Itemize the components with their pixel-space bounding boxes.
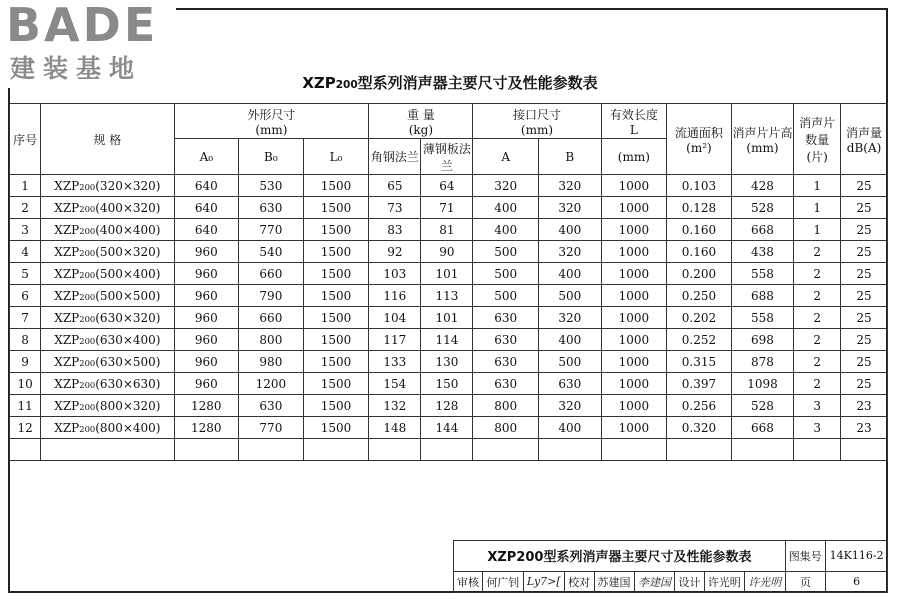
cell-spec <box>41 285 174 307</box>
header-plate-height-unit: (mm) <box>746 140 779 155</box>
title-model-sub: 200 <box>335 79 358 91</box>
title-block <box>453 540 888 593</box>
header-flow-area <box>667 104 732 175</box>
cell-a: 630 <box>473 307 539 329</box>
cell-w-thin: 150 <box>421 373 473 395</box>
cell-spec <box>41 395 174 417</box>
cell-b: 320 <box>539 175 602 197</box>
cell-spec <box>41 241 174 263</box>
cell-a: 320 <box>473 175 539 197</box>
cell-height: 878 <box>731 351 793 373</box>
cell-l0: 1500 <box>303 241 369 263</box>
cell-b0: 790 <box>239 285 304 307</box>
page-label: 页 <box>785 571 825 592</box>
spec-model: XZP <box>54 376 80 391</box>
header-eff-length <box>601 104 667 139</box>
cell-l0: 1500 <box>303 351 369 373</box>
cell-b0: 770 <box>239 417 304 439</box>
cell-a0: 960 <box>174 307 239 329</box>
cell-b0: 630 <box>239 197 304 219</box>
cell-w-angle: 117 <box>369 329 421 351</box>
cell-count: 2 <box>794 329 841 351</box>
cell-count: 2 <box>794 263 841 285</box>
cell-db: 23 <box>841 395 888 417</box>
cell-area: 0.200 <box>667 263 732 285</box>
cell-area: 0.256 <box>667 395 732 417</box>
cell-a0: 960 <box>174 285 239 307</box>
spec-size: (630×630) <box>95 376 161 391</box>
cell-b: 400 <box>539 417 602 439</box>
cell-height: 528 <box>731 197 793 219</box>
spec-size: (800×320) <box>95 398 161 413</box>
header-l0: L₀ <box>303 139 369 175</box>
cell-seq: 8 <box>10 329 41 351</box>
spec-model-sub: 200 <box>79 423 96 434</box>
cell-w-angle: 154 <box>369 373 421 395</box>
cell-height: 1098 <box>731 373 793 395</box>
spec-model: XZP <box>54 398 80 413</box>
cell-l0: 1500 <box>303 219 369 241</box>
header-outer-size-label: 外形尺寸 <box>247 107 296 122</box>
design-label: 设计 <box>675 571 704 592</box>
cell-spec <box>41 175 174 197</box>
cell-count: 1 <box>794 219 841 241</box>
cell-a0: 960 <box>174 241 239 263</box>
cell-w-angle: 148 <box>369 417 421 439</box>
title-block-title: XZP200型系列消声器主要尺寸及性能参数表 <box>454 541 786 572</box>
cell-l: 1000 <box>601 307 667 329</box>
header-seq: 序号 <box>10 104 41 175</box>
cell-w-angle: 73 <box>369 197 421 219</box>
header-noise-reduction-unit: dB(A) <box>846 140 882 155</box>
spec-model: XZP <box>54 310 80 325</box>
cell-seq: 11 <box>10 395 41 417</box>
cell-height: 438 <box>731 241 793 263</box>
table-row <box>10 373 888 395</box>
cell-w-angle: 133 <box>369 351 421 373</box>
checker-signature: 李建国 <box>634 571 674 592</box>
logo-brand: BADE <box>6 0 159 52</box>
atlas-label: 图集号 <box>785 541 825 572</box>
header-port-size-unit: (mm) <box>520 122 554 137</box>
cell-a: 400 <box>473 197 539 219</box>
header-plate-count-label: 消声片数量 <box>799 115 836 147</box>
cell-a: 630 <box>473 329 539 351</box>
cell-count: 2 <box>794 373 841 395</box>
cell-l: 1000 <box>601 175 667 197</box>
cell-w-thin: 101 <box>421 263 473 285</box>
table-row <box>10 307 888 329</box>
cell-spec <box>41 351 174 373</box>
header-noise-reduction-label: 消声量 <box>846 125 883 140</box>
cell-w-angle: 132 <box>369 395 421 417</box>
cell-seq: 6 <box>10 285 41 307</box>
cell-spec <box>41 307 174 329</box>
cell-l: 1000 <box>601 395 667 417</box>
cell-spec <box>41 197 174 219</box>
cell-w-thin: 81 <box>421 219 473 241</box>
spec-size: (500×500) <box>95 288 161 303</box>
cell-a: 800 <box>473 417 539 439</box>
cell-seq: 3 <box>10 219 41 241</box>
header-b: B <box>539 139 602 175</box>
cell-db: 25 <box>841 263 888 285</box>
table-row <box>10 329 888 351</box>
cell-a: 630 <box>473 373 539 395</box>
cell-area: 0.160 <box>667 241 732 263</box>
cell-spec <box>41 373 174 395</box>
cell-w-thin: 113 <box>421 285 473 307</box>
cell-w-thin: 114 <box>421 329 473 351</box>
header-port-size <box>473 104 601 139</box>
spec-model-sub: 200 <box>79 401 96 412</box>
cell-a0: 960 <box>174 329 239 351</box>
header-eff-length-unit: (mm) <box>601 139 667 175</box>
header-eff-length-label: 有效长度 <box>609 107 658 122</box>
cell-db: 25 <box>841 175 888 197</box>
cell-w-thin: 71 <box>421 197 473 219</box>
cell-a: 400 <box>473 219 539 241</box>
cell-a: 500 <box>473 241 539 263</box>
spec-model-sub: 200 <box>79 379 96 390</box>
cell-a0: 640 <box>174 219 239 241</box>
header-angle-flange: 角钢法兰 <box>369 139 421 175</box>
header-plate-height-label: 消声片片高 <box>732 125 793 140</box>
cell-w-angle: 104 <box>369 307 421 329</box>
cell-count: 2 <box>794 351 841 373</box>
cell-count: 1 <box>794 197 841 219</box>
cell-spec <box>41 219 174 241</box>
cell-area: 0.252 <box>667 329 732 351</box>
cell-w-angle: 83 <box>369 219 421 241</box>
header-b0: B₀ <box>239 139 304 175</box>
cell-l0: 1500 <box>303 175 369 197</box>
table-row <box>10 263 888 285</box>
table-row <box>10 351 888 373</box>
spec-model: XZP <box>54 332 80 347</box>
cell-a: 500 <box>473 263 539 285</box>
cell-area: 0.128 <box>667 197 732 219</box>
table-row <box>10 241 888 263</box>
cell-spec <box>41 417 174 439</box>
cell-height: 668 <box>731 417 793 439</box>
cell-b: 500 <box>539 351 602 373</box>
cell-area: 0.160 <box>667 219 732 241</box>
cell-a0: 1280 <box>174 417 239 439</box>
cell-spec <box>41 329 174 351</box>
spec-model-sub: 200 <box>79 181 96 192</box>
cell-l0: 1500 <box>303 417 369 439</box>
spec-model: XZP <box>54 200 80 215</box>
header-plate-count-unit: (片) <box>806 149 828 164</box>
header-eff-length-symbol: L <box>629 122 638 137</box>
table-row <box>10 417 888 439</box>
checker-name: 苏建国 <box>594 571 634 592</box>
cell-b0: 660 <box>239 307 304 329</box>
cell-db: 23 <box>841 417 888 439</box>
designer-name: 许光明 <box>704 571 744 592</box>
cell-b0: 630 <box>239 395 304 417</box>
spec-model: XZP <box>54 288 80 303</box>
cell-seq: 10 <box>10 373 41 395</box>
header-thin-flange: 薄钢板法兰 <box>421 139 473 175</box>
cell-seq: 9 <box>10 351 41 373</box>
spec-size: (500×400) <box>95 266 161 281</box>
cell-l0: 1500 <box>303 373 369 395</box>
table-title <box>0 72 900 93</box>
header-flow-area-label: 流通面积 <box>674 125 723 140</box>
spec-table-filler <box>10 439 888 461</box>
cell-a: 800 <box>473 395 539 417</box>
cell-b: 320 <box>539 197 602 219</box>
cell-l0: 1500 <box>303 395 369 417</box>
cell-db: 25 <box>841 197 888 219</box>
header-weight-label: 重 量 <box>406 107 435 122</box>
table-row <box>10 219 888 241</box>
cell-seq: 12 <box>10 417 41 439</box>
header-weight-unit: (kg) <box>408 122 434 137</box>
spec-size: (630×320) <box>95 310 161 325</box>
spec-size: (400×320) <box>95 200 161 215</box>
spec-model-sub: 200 <box>79 291 96 302</box>
cell-l: 1000 <box>601 241 667 263</box>
cell-height: 558 <box>731 307 793 329</box>
cell-b: 320 <box>539 395 602 417</box>
header-noise-reduction <box>841 104 888 175</box>
cell-b0: 770 <box>239 219 304 241</box>
spec-model: XZP <box>54 420 80 435</box>
cell-w-angle: 103 <box>369 263 421 285</box>
cell-count: 2 <box>794 285 841 307</box>
cell-w-thin: 144 <box>421 417 473 439</box>
table-row <box>10 395 888 417</box>
spec-size: (800×400) <box>95 420 161 435</box>
header-flow-area-unit: (m²) <box>686 140 712 155</box>
cell-w-angle: 65 <box>369 175 421 197</box>
spec-model: XZP <box>54 244 80 259</box>
cell-b: 320 <box>539 307 602 329</box>
cell-l: 1000 <box>601 351 667 373</box>
cell-w-thin: 90 <box>421 241 473 263</box>
atlas-number: 14K116-2 <box>826 541 888 572</box>
spec-model: XZP <box>54 266 80 281</box>
cell-height: 688 <box>731 285 793 307</box>
cell-seq: 4 <box>10 241 41 263</box>
cell-count: 2 <box>794 307 841 329</box>
cell-area: 0.202 <box>667 307 732 329</box>
cell-w-thin: 128 <box>421 395 473 417</box>
cell-w-thin: 101 <box>421 307 473 329</box>
header-a: A <box>473 139 539 175</box>
cell-b: 500 <box>539 285 602 307</box>
logo-subtitle: 建装基地 <box>10 54 143 83</box>
spec-table <box>9 103 888 461</box>
header-port-size-label: 接口尺寸 <box>512 107 561 122</box>
spec-model-sub: 200 <box>79 203 96 214</box>
cell-count: 2 <box>794 241 841 263</box>
spec-size: (630×400) <box>95 332 161 347</box>
cell-spec <box>41 263 174 285</box>
cell-db: 25 <box>841 307 888 329</box>
cell-b: 400 <box>539 263 602 285</box>
cell-seq: 2 <box>10 197 41 219</box>
cell-db: 25 <box>841 351 888 373</box>
cell-b0: 800 <box>239 329 304 351</box>
header-plate-height <box>731 104 793 175</box>
cell-height: 428 <box>731 175 793 197</box>
spec-model: XZP <box>54 222 80 237</box>
cell-b0: 1200 <box>239 373 304 395</box>
cell-b: 630 <box>539 373 602 395</box>
cell-b: 400 <box>539 329 602 351</box>
cell-area: 0.103 <box>667 175 732 197</box>
cell-w-angle: 92 <box>369 241 421 263</box>
spec-size: (400×400) <box>95 222 161 237</box>
header-a0: A₀ <box>174 139 239 175</box>
title-model: XZP <box>302 74 336 92</box>
empty-row <box>10 439 888 461</box>
page-number: 6 <box>826 571 888 592</box>
spec-model-sub: 200 <box>79 269 96 280</box>
cell-l: 1000 <box>601 373 667 395</box>
header-outer-size-unit: (mm) <box>255 122 288 137</box>
cell-db: 25 <box>841 219 888 241</box>
spec-model-sub: 200 <box>79 313 96 324</box>
table-row <box>10 285 888 307</box>
cell-seq: 5 <box>10 263 41 285</box>
cell-w-thin: 64 <box>421 175 473 197</box>
spec-model-sub: 200 <box>79 225 96 236</box>
cell-l0: 1500 <box>303 307 369 329</box>
review-label: 审核 <box>454 571 483 592</box>
cell-l: 1000 <box>601 329 667 351</box>
cell-area: 0.397 <box>667 373 732 395</box>
cell-height: 528 <box>731 395 793 417</box>
cell-b0: 540 <box>239 241 304 263</box>
cell-b0: 980 <box>239 351 304 373</box>
table-row <box>10 175 888 197</box>
header-weight <box>369 104 473 139</box>
cell-w-thin: 130 <box>421 351 473 373</box>
header-spec: 规 格 <box>41 104 174 175</box>
cell-b: 400 <box>539 219 602 241</box>
cell-height: 668 <box>731 219 793 241</box>
cell-l0: 1500 <box>303 285 369 307</box>
check-label: 校对 <box>565 571 594 592</box>
cell-l: 1000 <box>601 417 667 439</box>
cell-l0: 1500 <box>303 197 369 219</box>
cell-area: 0.250 <box>667 285 732 307</box>
spec-model: XZP <box>54 178 80 193</box>
cell-area: 0.315 <box>667 351 732 373</box>
cell-l: 1000 <box>601 219 667 241</box>
spec-model-sub: 200 <box>79 247 96 258</box>
cell-a: 500 <box>473 285 539 307</box>
spec-size: (500×320) <box>95 244 161 259</box>
cell-db: 25 <box>841 285 888 307</box>
designer-signature: 许光明 <box>745 571 785 592</box>
reviewer-name: 何广钊 <box>483 571 523 592</box>
cell-height: 698 <box>731 329 793 351</box>
cell-db: 25 <box>841 329 888 351</box>
spec-model: XZP <box>54 354 80 369</box>
cell-a0: 960 <box>174 263 239 285</box>
cell-a0: 640 <box>174 197 239 219</box>
cell-w-angle: 116 <box>369 285 421 307</box>
spec-size: (630×500) <box>95 354 161 369</box>
cell-seq: 1 <box>10 175 41 197</box>
cell-b0: 660 <box>239 263 304 285</box>
cell-count: 1 <box>794 175 841 197</box>
cell-a: 630 <box>473 351 539 373</box>
cell-db: 25 <box>841 241 888 263</box>
cell-l: 1000 <box>601 197 667 219</box>
spec-model-sub: 200 <box>79 335 96 346</box>
cell-seq: 7 <box>10 307 41 329</box>
cell-a0: 960 <box>174 351 239 373</box>
cell-count: 3 <box>794 417 841 439</box>
cell-l0: 1500 <box>303 263 369 285</box>
cell-count: 3 <box>794 395 841 417</box>
table-row <box>10 197 888 219</box>
cell-a0: 1280 <box>174 395 239 417</box>
cell-db: 25 <box>841 373 888 395</box>
cell-height: 558 <box>731 263 793 285</box>
header-plate-count <box>794 104 841 175</box>
cell-b: 320 <box>539 241 602 263</box>
header-outer-size <box>174 104 369 139</box>
title-text: 型系列消声器主要尺寸及性能参数表 <box>357 74 598 92</box>
spec-model-sub: 200 <box>79 357 96 368</box>
spec-size: (320×320) <box>95 178 161 193</box>
cell-a0: 960 <box>174 373 239 395</box>
cell-a0: 640 <box>174 175 239 197</box>
cell-l: 1000 <box>601 285 667 307</box>
cell-l: 1000 <box>601 263 667 285</box>
cell-b0: 530 <box>239 175 304 197</box>
spec-table-body <box>10 175 888 439</box>
cell-l0: 1500 <box>303 329 369 351</box>
reviewer-signature: Ly7>[ <box>523 571 564 592</box>
cell-area: 0.320 <box>667 417 732 439</box>
